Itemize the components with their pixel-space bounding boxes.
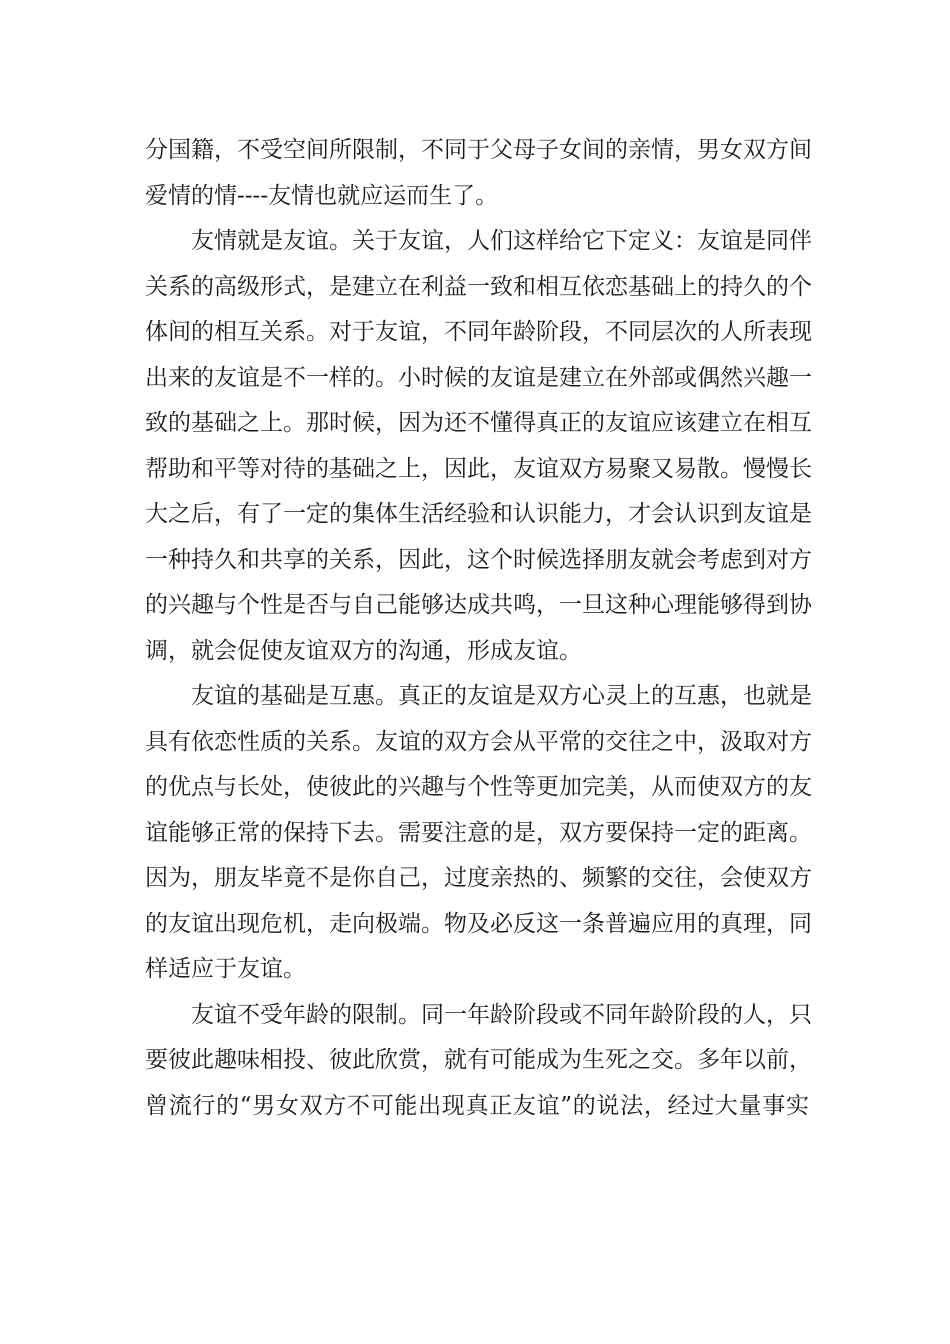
text-line: 关系的高级形式，是建立在利益一致和相互依恋基础上的持久的个: [145, 273, 812, 300]
document-body: [145, 128, 812, 1129]
text-line: 要彼此趣味相投、彼此欣赏，就有可能成为生死之交。多年以前，: [145, 1047, 812, 1073]
text-line: 出来的友谊是不一样的。小时候的友谊是建立在外部或偶然兴趣一: [145, 364, 812, 391]
text-line: 友情就是友谊。关于友谊，人们这样给它下定义：友谊是同伴: [191, 228, 812, 254]
text-line: 的优点与长处，使彼此的兴趣与个性等更加完美，从而使双方的友: [145, 774, 812, 800]
text-line: 友谊的基础是互惠。真正的友谊是双方心灵上的互惠，也就是: [191, 683, 812, 709]
text-line: 的友谊出现危机，走向极端。物及必反这一条普遍应用的真理，同: [145, 910, 812, 937]
text-line: 具有依恋性质的关系。友谊的双方会从平常的交往之中，汲取对方: [145, 728, 812, 755]
text-line: 分国籍，不受空间所限制，不同于父母子女间的亲情，男女双方间: [145, 137, 812, 163]
text-line: 大之后，有了一定的集体生活经验和认识能力，才会认识到友谊是: [145, 501, 812, 527]
text-line: 体间的相互关系。对于友谊，不同年龄阶段，不同层次的人所表现: [145, 319, 812, 345]
text-line: 帮助和平等对待的基础之上，因此，友谊双方易聚又易散。慢慢长: [145, 455, 812, 482]
text-line: 因为，朋友毕竟不是你自己，过度亲热的、频繁的交往，会使双方: [145, 865, 812, 891]
text-line: 一种持久和共享的关系，因此，这个时候选择朋友就会考虑到对方: [145, 546, 812, 573]
text-line: 样适应于友谊。: [145, 956, 306, 982]
text-line: 调，就会促使友谊双方的沟通，形成友谊。: [145, 637, 582, 664]
text-line: 友谊不受年龄的限制。同一年龄阶段或不同年龄阶段的人，只: [191, 1001, 812, 1028]
text-line: 曾流行的“男女双方不可能出现真正友谊”的说法，经过大量事实: [145, 1092, 809, 1119]
text-line: 爱情的情----友情也就应运而生了。: [145, 182, 499, 209]
text-line: 谊能够正常的保持下去。需要注意的是，双方要保持一定的距离。: [145, 819, 812, 846]
text-line: 的兴趣与个性是否与自己能够达成共鸣，一旦这种心理能够得到协: [145, 592, 812, 618]
text-line: 致的基础之上。那时候，因为还不懂得真正的友谊应该建立在相互: [145, 410, 812, 436]
